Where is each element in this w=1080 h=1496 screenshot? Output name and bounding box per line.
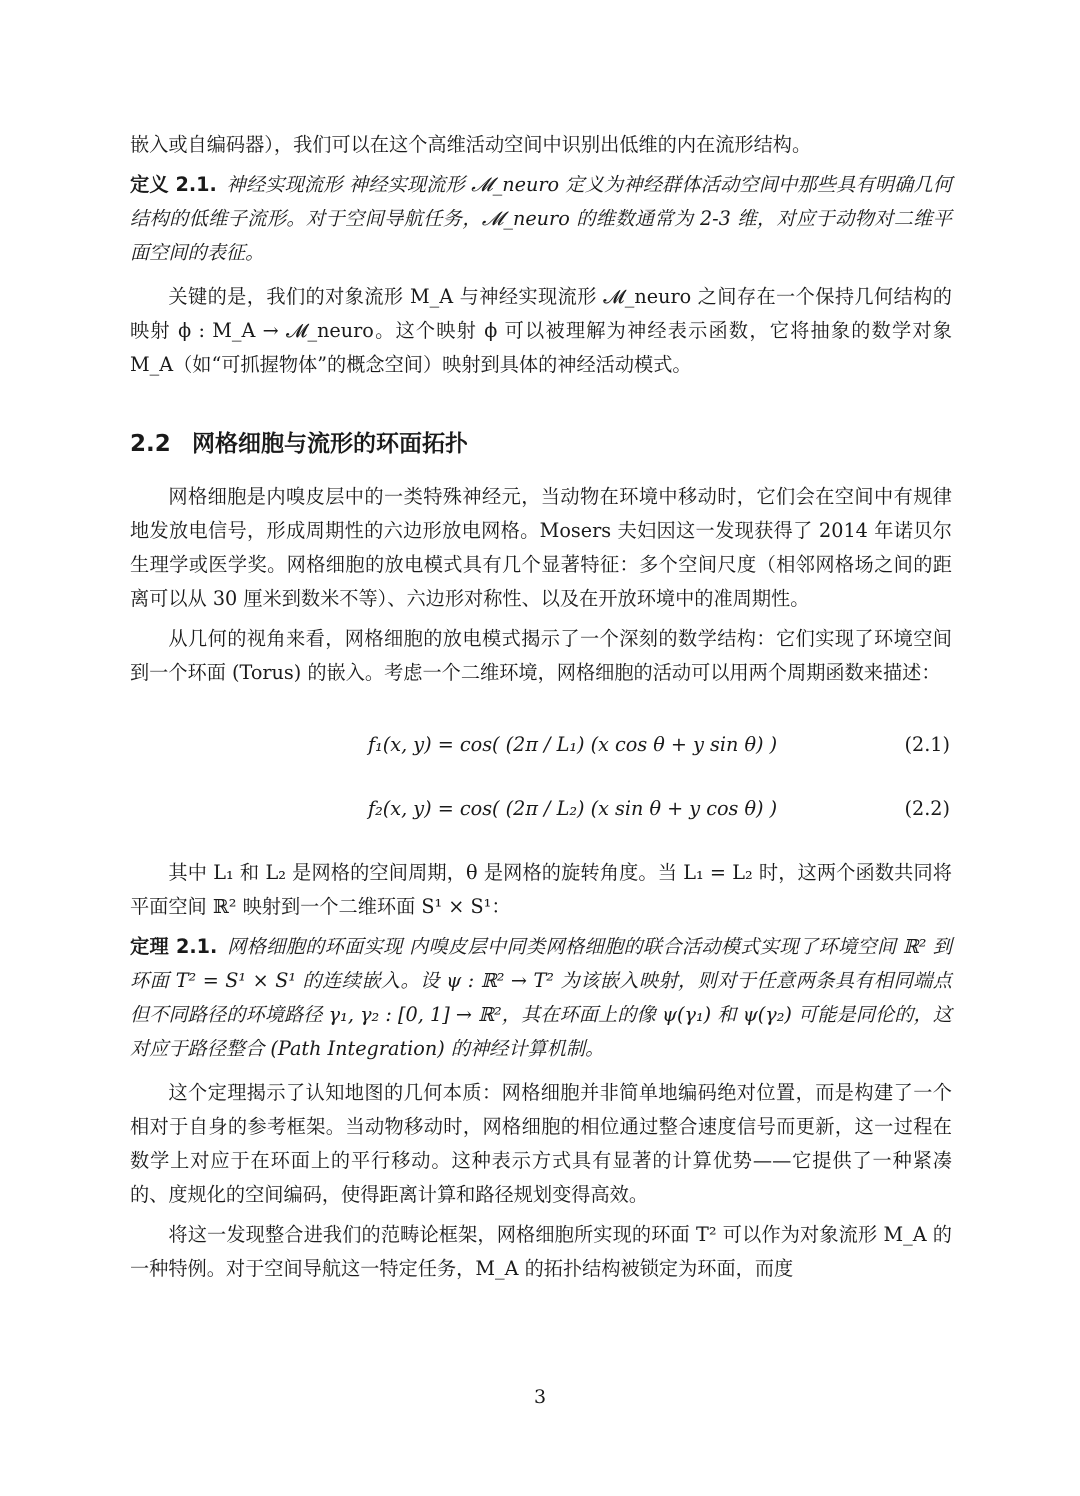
theorem-title: 网格细胞的环面实现 <box>226 935 403 958</box>
equation-number: (2.2) <box>904 797 950 820</box>
theorem-body: 内嗅皮层中同类网格细胞的联合活动模式实现了环境空间 ℝ² 到环面 T² = S¹ × S¹ 的连续嵌入。设 ψ : ℝ² → T² 为该嵌入映射，则对于任意两条具有相同端点但不同路径的环境路径 γ₁, γ₂ : [0, 1] → ℝ²，其在环面上的像 ψ(γ₁) 和 ψ(γ₂) 可能是同伦的，这对应于路径整合 (Path Integration) 的神经计算机制。 <box>130 935 952 1060</box>
equation-body: f₁(x, y) = cos( (2π / L₁) (x cos θ + y sin θ) ) <box>368 733 778 756</box>
equation-body: f₂(x, y) = cos( (2π / L₂) (x sin θ + y cos θ) ) <box>368 797 778 820</box>
theorem-label: 定理 2.1. <box>130 935 218 958</box>
section-number: 2.2 <box>130 431 171 457</box>
paragraph-equation-explanation: 其中 L₁ 和 L₂ 是网格的空间周期，θ 是网格的旋转角度。当 L₁ = L₂ 时，这两个函数共同将平面空间 ℝ² 映射到一个二维环面 S¹ × S¹： <box>130 861 952 918</box>
definition-label: 定义 2.1. <box>130 173 217 196</box>
equation-2-2 <box>130 782 952 846</box>
theorem-block <box>130 930 952 1066</box>
section-heading <box>130 428 952 460</box>
section-title: 网格细胞与流形的环面拓扑 <box>192 431 468 457</box>
page-number: 3 <box>533 1386 547 1408</box>
paragraph-category-framework: 将这一发现整合进我们的范畴论框架，网格细胞所实现的环面 T² 可以作为对象流形 M_A 的一种特例。对于空间导航这一特定任务，M_A 的拓扑结构被锁定为环面，而度 <box>130 1223 952 1280</box>
definition-block <box>130 168 952 270</box>
paragraph-intro-continuation: 嵌入或自编码器），我们可以在这个高维活动空间中识别出低维的内在流形结构。 <box>130 133 812 156</box>
definition-title: 神经实现流形 <box>226 173 343 196</box>
equation-group <box>130 718 952 846</box>
paragraph-mapping: 关键的是，我们的对象流形 M_A 与神经实现流形 𝓜_neuro 之间存在一个保持几何结构的映射 ϕ : M_A → 𝓜_neuro。这个映射 ϕ 可以被理解为神经表示函数，它将抽象的数学对象 M_A（如“可抓握物体”的概念空间）映射到具体的神经活动模式。 <box>130 285 952 376</box>
equation-2-1 <box>130 718 952 782</box>
page-content <box>130 128 952 1292</box>
paragraph-geometric-view: 从几何的视角来看，网格细胞的放电模式揭示了一个深刻的数学结构：它们实现了环境空间到一个环面 (Torus) 的嵌入。考虑一个二维环境，网格细胞的活动可以用两个周期函数来描述： <box>130 627 952 684</box>
equation-number: (2.1) <box>904 733 950 756</box>
definition-body: 神经实现流形 𝓜_neuro 定义为神经群体活动空间中那些具有明确几何结构的低维子流形。对于空间导航任务，𝓜_neuro 的维数通常为 2-3 维，对应于动物对二维平面空间的表征。 <box>130 173 953 264</box>
paragraph-grid-cells: 网格细胞是内嗅皮层中的一类特殊神经元，当动物在环境中移动时，它们会在空间中有规律地发放电信号，形成周期性的六边形放电网格。Mosers 夫妇因这一发现获得了 2014 年诺贝尔生理学或医学奖。网格细胞的放电模式具有几个显著特征：多个空间尺度（相邻网格场之间的距离可以从 30 厘米到数米不等）、六边形对称性、以及在开放环境中的准周期性。 <box>130 485 952 610</box>
paragraph-theorem-meaning: 这个定理揭示了认知地图的几何本质：网格细胞并非简单地编码绝对位置，而是构建了一个相对于自身的参考框架。当动物移动时，网格细胞的相位通过整合速度信号而更新，这一过程在数学上对应于在环面上的平行移动。这种表示方式具有显著的计算优势——它提供了一种紧凑的、度规化的空间编码，使得距离计算和路径规划变得高效。 <box>130 1081 952 1206</box>
